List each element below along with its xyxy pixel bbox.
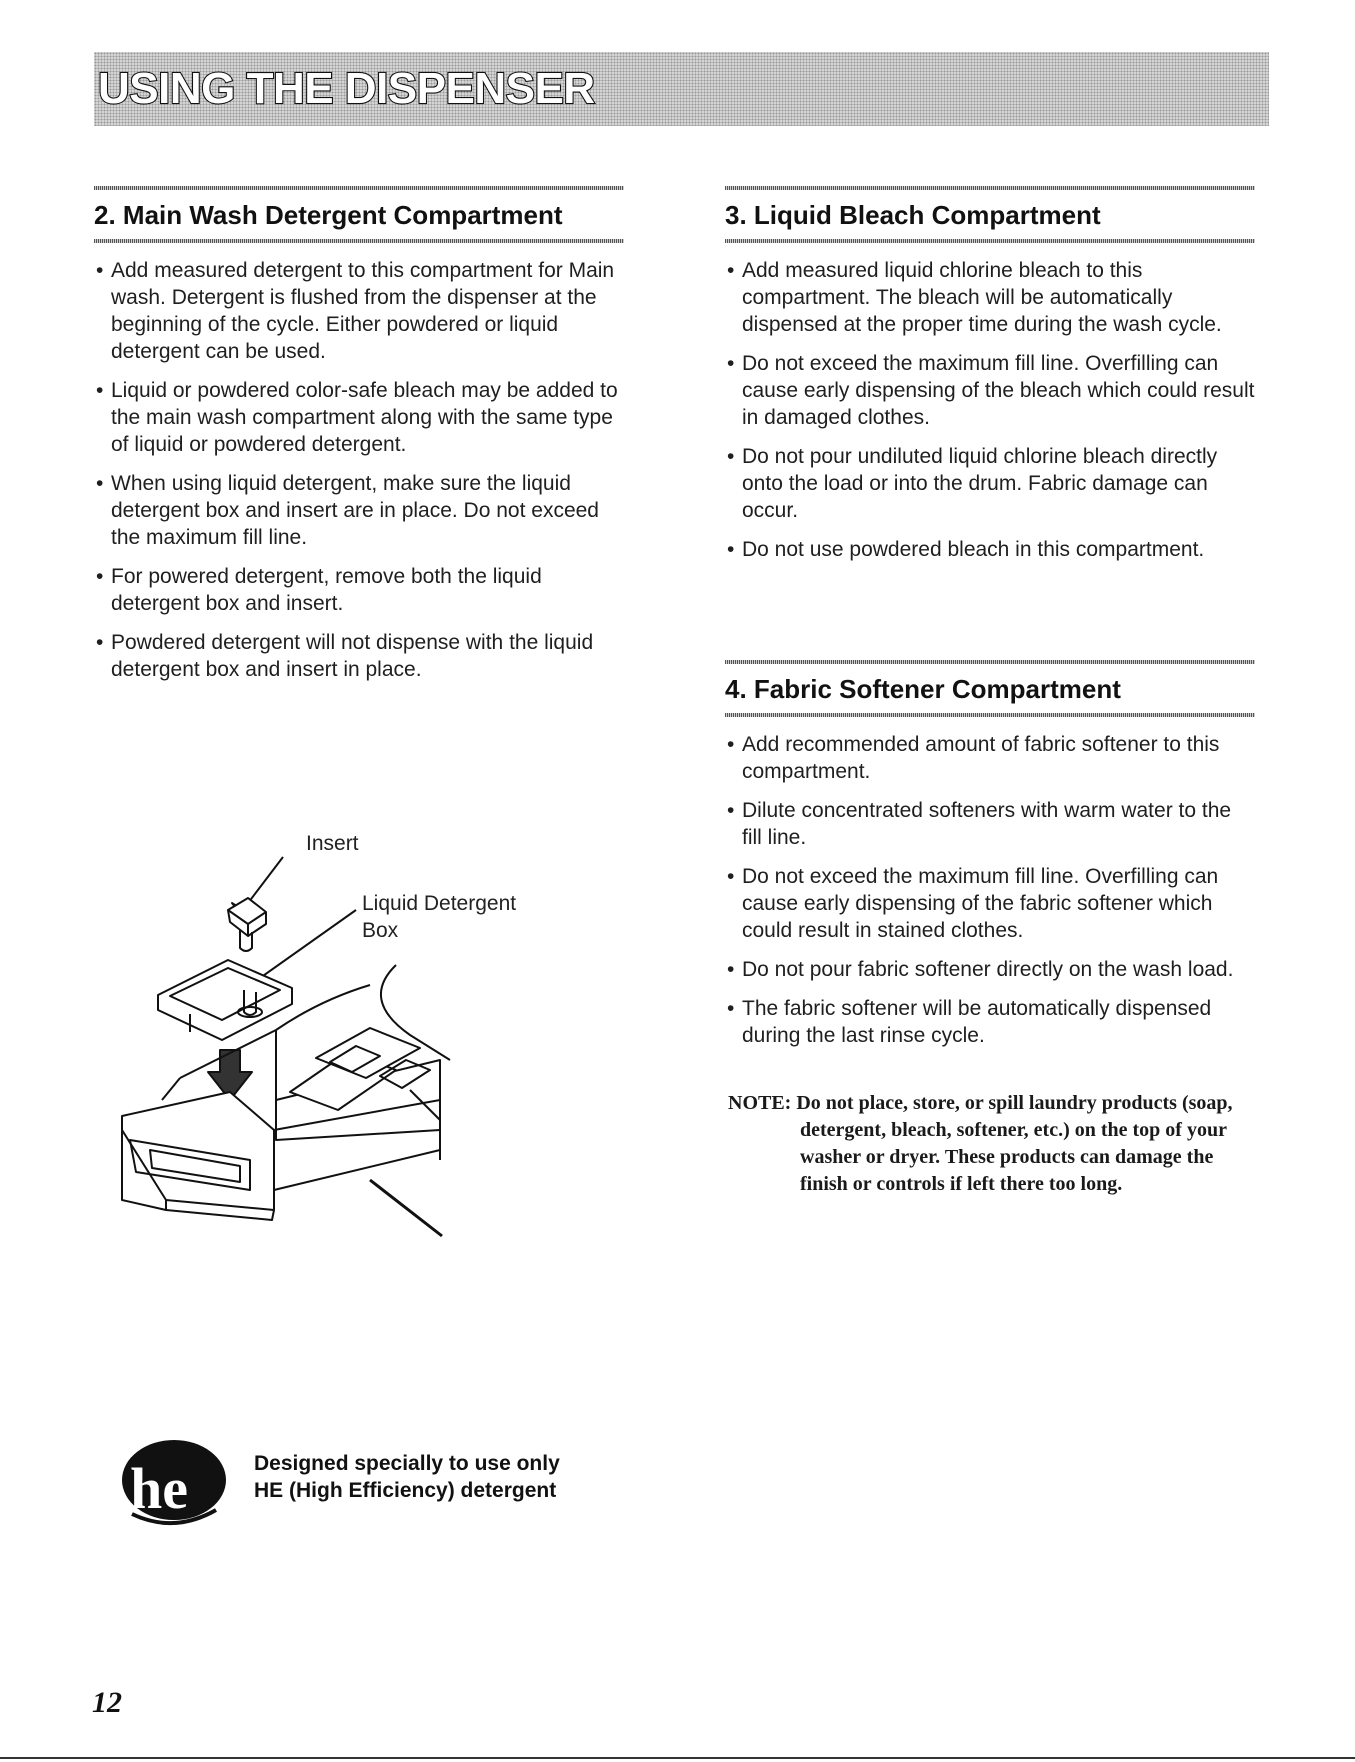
note-label: NOTE: xyxy=(728,1092,792,1114)
he-caption xyxy=(254,1450,560,1504)
list-item: • Do not pour fabric softener directly on the wash load. xyxy=(725,956,1255,983)
list-item: • Do not use powdered bleach in this compartment. xyxy=(725,536,1255,563)
note-block xyxy=(728,1090,1248,1198)
list-item: • Do not exceed the maximum fill line. Overfilling can cause early dispensing of the fabric softener which could result in stained clothes. xyxy=(725,863,1255,944)
he-caption-line: HE (High Efficiency) detergent xyxy=(254,1479,557,1502)
bullet-list xyxy=(725,731,1255,1049)
bullet-list xyxy=(725,257,1255,563)
list-item: • The fabric softener will be automatically dispensed during the last rinse cycle. xyxy=(725,995,1255,1049)
he-logo-icon xyxy=(118,1432,228,1528)
liquid-detergent-box xyxy=(158,960,292,1040)
list-item: • Add measured liquid chlorine bleach to this compartment. The bleach will be automatically dispensed at the proper time during the wash cycle. xyxy=(725,257,1255,338)
list-item: • When using liquid detergent, make sure the liquid detergent box and insert are in place. Do not exceed the maximum fill line. xyxy=(94,470,624,551)
section-fabric-softener xyxy=(725,660,1255,1061)
label-line: Liquid Detergent xyxy=(362,892,517,915)
dispenser-diagram xyxy=(80,800,600,1400)
section-title: 4. Fabric Softener Compartment xyxy=(725,674,1121,704)
section-rule-bottom xyxy=(725,713,1255,717)
list-item: • Add recommended amount of fabric softener to this compartment. xyxy=(725,731,1255,785)
list-item: • For powered detergent, remove both the liquid detergent box and insert. xyxy=(94,563,624,617)
label-insert: Insert xyxy=(306,832,359,855)
list-item: • Do not exceed the maximum fill line. Overfilling can cause early dispensing of the bleach which could result in damaged clothes. xyxy=(725,350,1255,431)
list-item: • Do not pour undiluted liquid chlorine bleach directly onto the load or into the drum. Fabric damage can occur. xyxy=(725,443,1255,524)
section-main-wash xyxy=(94,186,624,695)
page-title: USING THE DISPENSER xyxy=(98,64,595,113)
section-rule-bottom xyxy=(94,239,624,243)
page-number: 12 xyxy=(92,1686,122,1719)
section-liquid-bleach xyxy=(725,186,1255,575)
section-title: 2. Main Wash Detergent Compartment xyxy=(94,200,563,230)
bullet-list xyxy=(94,257,624,683)
he-logo-text: he xyxy=(130,1456,188,1521)
he-caption-line: Designed specially to use only xyxy=(254,1452,560,1475)
insert-piece xyxy=(228,898,266,951)
bottom-rule xyxy=(0,1757,1355,1759)
section-title: 3. Liquid Bleach Compartment xyxy=(725,200,1101,230)
note-text: Do not place, store, or spill laundry products (soap, detergent, bleach, softener, etc.) on the top of your washer or dryer. These products can damage the finish or controls if left there too long. xyxy=(796,1092,1233,1195)
list-item: • Add measured detergent to this compartment for Main wash. Detergent is flushed from the dispenser at the beginning of the cycle. Either powdered or liquid detergent can be used. xyxy=(94,257,624,365)
section-rule-bottom xyxy=(725,239,1255,243)
list-item: • Powdered detergent will not dispense with the liquid detergent box and insert in place. xyxy=(94,629,624,683)
list-item: • Liquid or powdered color-safe bleach may be added to the main wash compartment along with the same type of liquid or powdered detergent. xyxy=(94,377,624,458)
list-item: • Dilute concentrated softeners with warm water to the fill line. xyxy=(725,797,1255,851)
label-line: Box xyxy=(362,919,399,942)
